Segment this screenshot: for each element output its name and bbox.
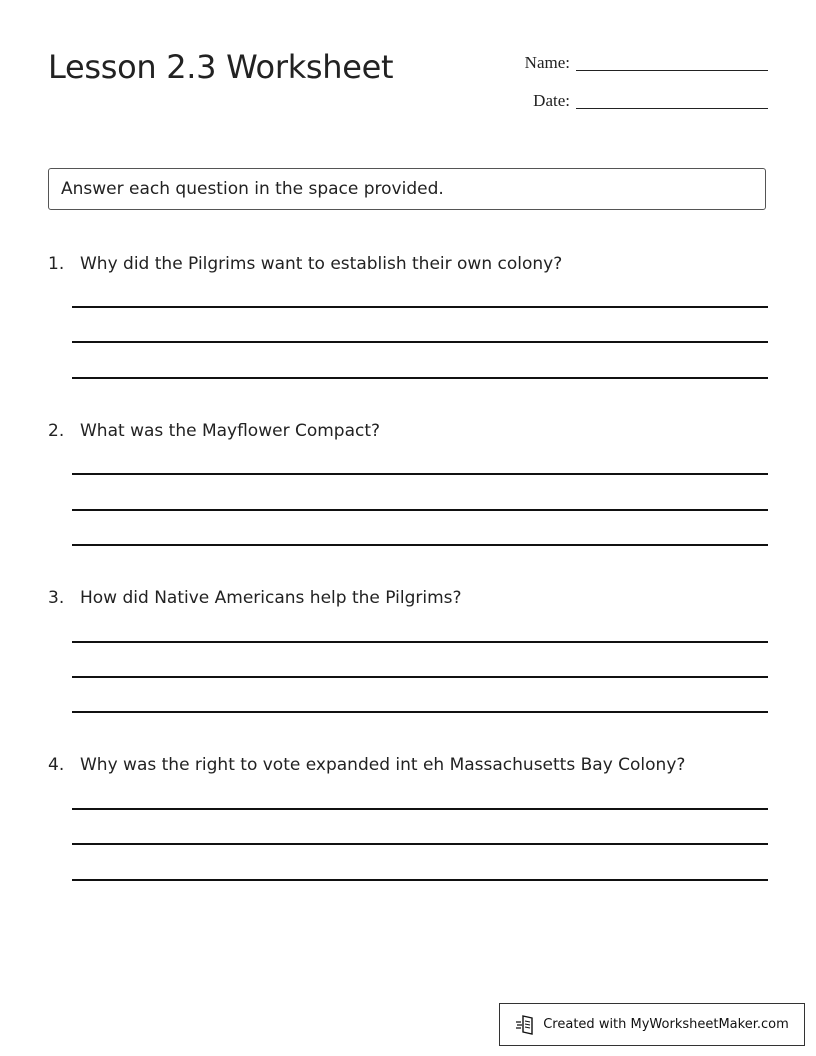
question-number: 4. (48, 755, 65, 775)
question-3 (48, 586, 768, 610)
question-number: 3. (48, 588, 65, 608)
name-blank-line (576, 70, 768, 71)
page-title: Lesson 2.3 Worksheet (48, 48, 394, 86)
question-2 (48, 419, 768, 443)
answer-line (72, 377, 768, 379)
instructions-box (48, 168, 766, 210)
answer-line (72, 641, 768, 643)
name-field (525, 53, 768, 73)
question-4 (48, 753, 768, 777)
answer-line (72, 879, 768, 881)
question-number: 1. (48, 254, 65, 274)
answer-line (72, 341, 768, 343)
answer-line (72, 544, 768, 546)
question-text: How did Native Americans help the Pilgrims? (80, 588, 462, 608)
instructions-text: Answer each question in the space provided. (61, 179, 444, 199)
question-text: Why was the right to vote expanded int eh Massachusetts Bay Colony? (80, 755, 686, 775)
question-number: 2. (48, 421, 65, 441)
question-text: Why did the Pilgrims want to establish their own colony? (80, 254, 563, 274)
answer-line (72, 711, 768, 713)
footer-text: Created with MyWorksheetMaker.com (543, 1017, 789, 1032)
answer-line (72, 473, 768, 475)
question-1 (48, 252, 768, 276)
question-text: What was the Mayflower Compact? (80, 421, 381, 441)
worksheet-maker-logo-icon (515, 1014, 537, 1036)
date-label: Date: (533, 91, 570, 110)
date-blank-line (576, 108, 768, 109)
answer-line (72, 843, 768, 845)
answer-line (72, 676, 768, 678)
answer-line (72, 509, 768, 511)
footer-badge[interactable] (499, 1003, 805, 1046)
date-field (533, 91, 768, 111)
answer-line (72, 306, 768, 308)
answer-line (72, 808, 768, 810)
name-label: Name: (524, 53, 570, 72)
